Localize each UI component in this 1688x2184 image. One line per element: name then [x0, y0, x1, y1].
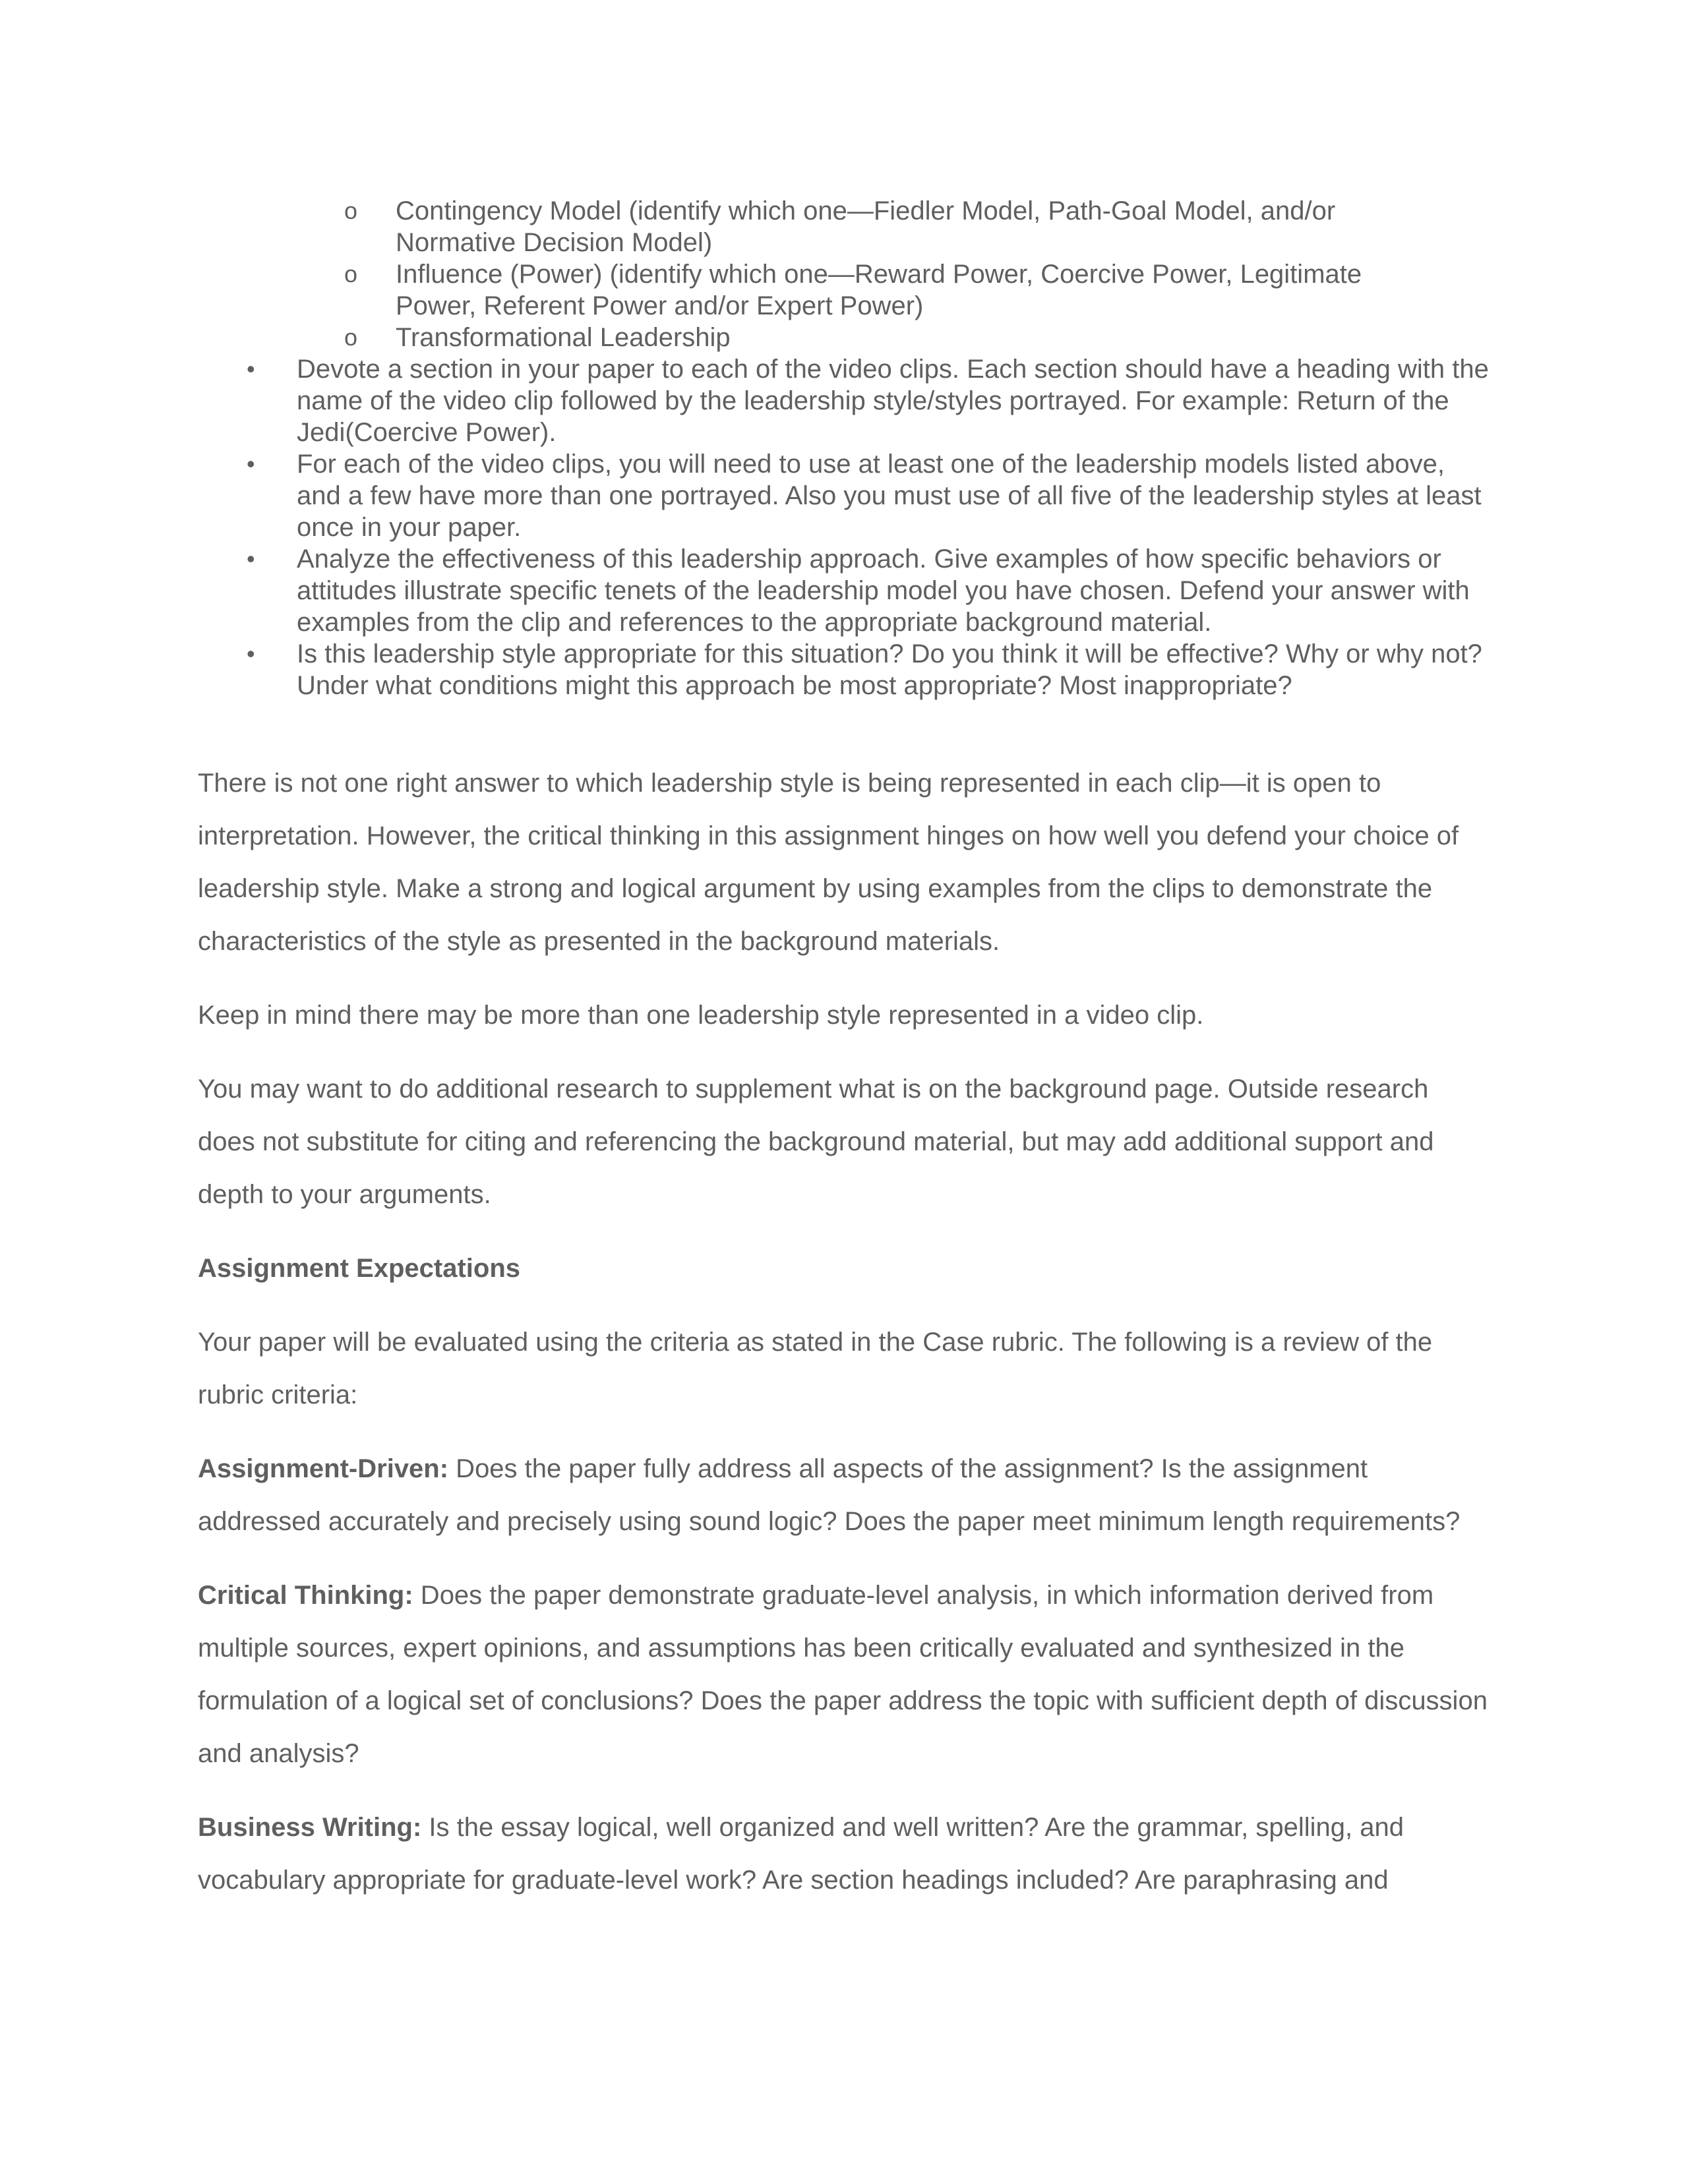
sublist-item-text: Transformational Leadership: [396, 323, 731, 352]
business-writing-label: Business Writing:: [198, 1813, 422, 1842]
assignment-driven-text: Does the paper fully address all aspects of the assignment? Is the assignment addressed accurately and precisely using sound logic? Does the paper meet minimum length requirements?: [198, 1454, 1461, 1536]
bullet-dot-icon: •: [247, 450, 255, 477]
circle-bullet-icon: o: [344, 260, 358, 287]
rubric-intro-paragraph: Your paper will be evaluated using the criteria as stated in the Case rubric. The following is a review of the rubric criteria:: [198, 1328, 1433, 1409]
business-writing-text: Is the essay logical, well organized and well written? Are the grammar, spelling, and vocabulary appropriate for graduate-level work? Are section headings included? Are paraphrasing and: [198, 1813, 1404, 1895]
assignment-driven-criterion: [198, 1442, 1490, 1548]
sublist-item-text: Influence (Power) (identify which one—Reward Power, Coercive Power, Legitimate Power, Referent Power and/or Expert Power): [396, 260, 1362, 320]
critical-thinking-label: Critical Thinking:: [198, 1581, 413, 1610]
additional-research-paragraph: You may want to do additional research to supplement what is on the background page. Outside research does not substitute for citing and referencing the background material, but may add additional support and depth to your arguments.: [198, 1075, 1434, 1209]
circle-bullet-icon: o: [344, 197, 358, 224]
instruction-item-appropriateness: [0, 638, 1490, 701]
instruction-item-text: Is this leadership style appropriate for this situation? Do you think it will be effective? Why or why not? Under what conditions might this approach be most appropriate? Most inappropriate?: [297, 639, 1482, 700]
instruction-item-text: Analyze the effectiveness of this leadership approach. Give examples of how specific behaviors or attitudes illustrate specific tenets of the leadership model you have chosen. Defend your answer with examples from the clip and references to the appropriate background material.: [297, 545, 1470, 637]
critical-thinking-criterion: [198, 1569, 1490, 1780]
leadership-model-sublist: [0, 195, 1688, 353]
circle-bullet-icon: o: [344, 324, 358, 351]
assignment-expectations-heading: Assignment Expectations: [198, 1254, 521, 1283]
instruction-item-analyze-effectiveness: [0, 543, 1490, 638]
instruction-item-section-per-clip: [0, 353, 1490, 448]
instructions-list: [0, 353, 1688, 701]
bullet-dot-icon: •: [247, 640, 255, 667]
bullet-dot-icon: •: [247, 545, 255, 572]
instruction-item-text: For each of the video clips, you will need to use at least one of the leadership models listed above, and a few have more than one portrayed. Also you must use of all five of the leadership styles at least once in your paper.: [297, 450, 1482, 542]
business-writing-criterion: [198, 1801, 1490, 1906]
sublist-item-contingency-model: [0, 195, 1424, 258]
sublist-item-text: Contingency Model (identify which one—Fiedler Model, Path-Goal Model, and/or Normative Decision Model): [396, 196, 1336, 257]
instruction-item-text: Devote a section in your paper to each of the video clips. Each section should have a heading with the name of the video clip followed by the leadership style/styles portrayed. For example: Return of the Jedi(Coercive Power).: [297, 355, 1489, 447]
instruction-item-models-per-clip: [0, 448, 1490, 543]
critical-thinking-text: Does the paper demonstrate graduate-level analysis, in which information derived from multiple sources, expert opinions, and assumptions has been critically evaluated and synthesized in the formulation of a logical set of conclusions? Does the paper address the topic with sufficient depth of discussion and analysis?: [198, 1581, 1488, 1768]
bullet-dot-icon: •: [247, 355, 255, 382]
sublist-item-transformational-leadership: [0, 322, 1424, 353]
body-text: [198, 757, 1490, 1928]
assignment-driven-label: Assignment-Driven:: [198, 1454, 449, 1483]
sublist-item-influence-power: [0, 258, 1424, 322]
multiple-styles-paragraph: Keep in mind there may be more than one leadership style represented in a video clip.: [198, 1001, 1204, 1030]
interpretation-paragraph: There is not one right answer to which leadership style is being represented in each clip—it is open to interpretation. However, the critical thinking in this assignment hinges on how well you defend your choice of leadership style. Make a strong and logical argument by using examples from the clips to demonstrate the characteristics of the style as presented in the background materials.: [198, 769, 1459, 956]
